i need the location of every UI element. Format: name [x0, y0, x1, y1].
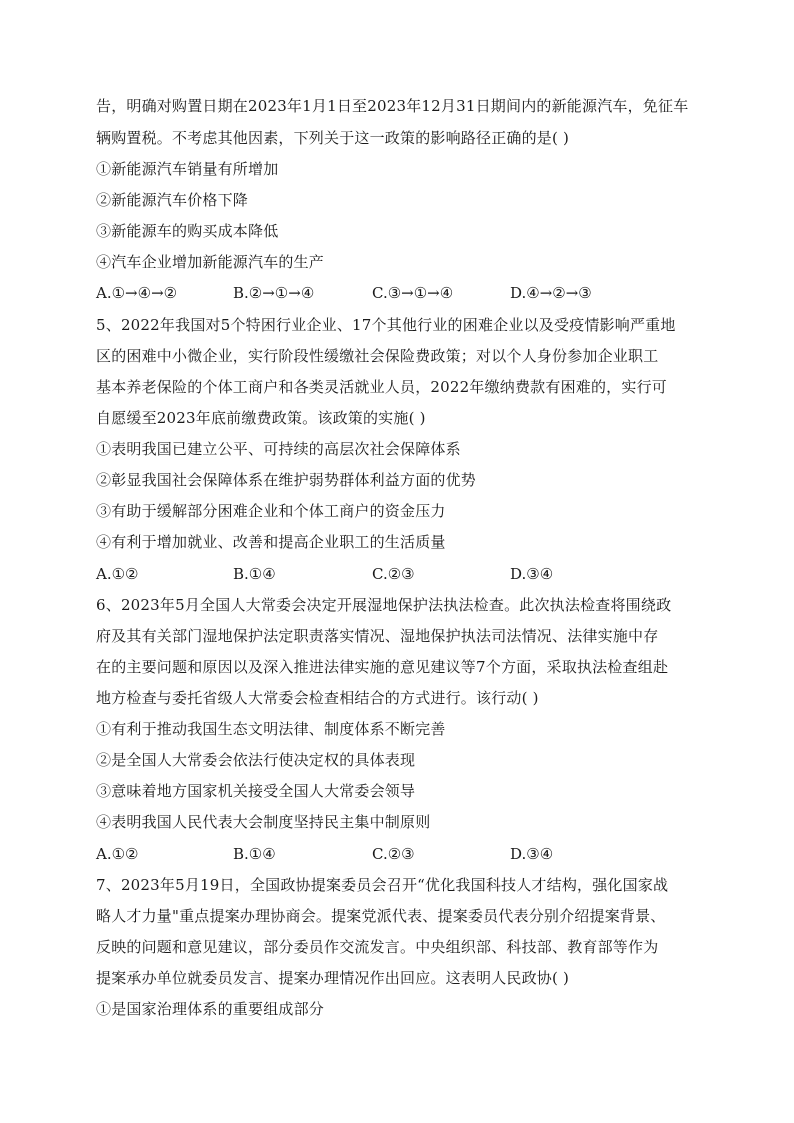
q7-stem-line: 提案承办单位就委员发言、提案办理情况作出回应。这表明人民政协( ) — [96, 969, 570, 987]
q5-option-d[interactable]: D.③④ — [510, 565, 554, 583]
q6-stem-line: 在的主要问题和原因以及深入推进法律实施的意见建议等7个方面，采取执法检查组赴 — [96, 658, 669, 676]
q6-statement: ②是全国人大常委会依法行使决定权的具体表现 — [96, 751, 416, 769]
q4-stem-line: 辆购置税。不考虑其他因素，下列关于这一政策的影响路径正确的是( ) — [96, 129, 570, 147]
q4-statement: ④汽车企业增加新能源汽车的生产 — [96, 253, 325, 271]
q4-stem-line: 告，明确对购置日期在2023年1月1日至2023年12月31日期间内的新能源汽车，免征车 — [96, 97, 689, 115]
q5-stem-line: 基本养老保险的个体工商户和各类灵活就业人员，2022年缴纳费款有困难的，实行可 — [96, 378, 667, 396]
q4-option-a[interactable]: A.①→④→② — [96, 284, 178, 302]
q7-stem-line: 略人才力量"重点提案办理协商会。提案党派代表、提案委员代表分别介绍提案背景、 — [96, 907, 666, 925]
q5-stem-line: 5、2022年我国对5个特困行业企业、17个其他行业的困难企业以及受疫情影响严重地 — [96, 316, 676, 334]
q5-option-a[interactable]: A.①② — [96, 565, 139, 583]
q5-statement: ①表明我国已建立公平、可持续的高层次社会保障体系 — [96, 440, 461, 458]
q5-stem-line: 自愿缓至2023年底前缴费政策。该政策的实施( ) — [96, 409, 426, 427]
q6-stem-line: 6、2023年5月全国人大常委会决定开展湿地保护法执法检查。此次执法检查将围绕政 — [96, 596, 672, 614]
q5-option-c[interactable]: C.②③ — [372, 565, 415, 583]
q4-option-c[interactable]: C.③→①→④ — [372, 284, 454, 302]
q7-stem-line: 反映的问题和意见建议，部分委员作交流发言。中央组织部、科技部、教育部等作为 — [96, 938, 659, 956]
q7-stem-line: 7、2023年5月19日，全国政协提案委员会召开“优化我国科技人才结构，强化国家战 — [96, 876, 669, 894]
q4-option-d[interactable]: D.④→②→③ — [510, 284, 592, 302]
q6-statement: ③意味着地方国家机关接受全国人大常委会领导 — [96, 782, 416, 800]
q6-statement: ④表明我国人民代表大会制度坚持民主集中制原则 — [96, 813, 431, 831]
q5-statement: ②彰显我国社会保障体系在维护弱势群体利益方面的优势 — [96, 471, 477, 489]
q4-option-b[interactable]: B.②→①→④ — [233, 284, 315, 302]
q4-statement: ③新能源车的购买成本降低 — [96, 222, 279, 240]
q6-statement: ①有利于推动我国生态文明法律、制度体系不断完善 — [96, 720, 446, 738]
q4-statement: ①新能源汽车销量有所增加 — [96, 160, 279, 178]
q5-statement: ③有助于缓解部分困难企业和个体工商户的资金压力 — [96, 502, 446, 520]
q6-option-d[interactable]: D.③④ — [510, 845, 554, 863]
q6-option-c[interactable]: C.②③ — [372, 845, 415, 863]
q5-options — [96, 564, 656, 584]
q7-statement: ①是国家治理体系的重要组成部分 — [96, 1000, 325, 1018]
q6-option-a[interactable]: A.①② — [96, 845, 139, 863]
q6-stem-line: 府及其有关部门湿地保护法定职责落实情况、湿地保护执法司法情况、法律实施中存 — [96, 627, 659, 645]
q4-statement: ②新能源汽车价格下降 — [96, 191, 249, 209]
q6-options — [96, 844, 656, 864]
q4-options — [96, 283, 656, 303]
q6-option-b[interactable]: B.①④ — [233, 845, 276, 863]
q6-stem-line: 地方检查与委托省级人大常委会检查相结合的方式进行。该行动( ) — [96, 689, 539, 707]
q5-statement: ④有利于增加就业、改善和提高企业职工的生活质量 — [96, 533, 446, 551]
q5-option-b[interactable]: B.①④ — [233, 565, 276, 583]
q5-stem-line: 区的困难中小微企业，实行阶段性缓缴社会保险费政策；对以个人身份参加企业职工 — [96, 347, 659, 365]
